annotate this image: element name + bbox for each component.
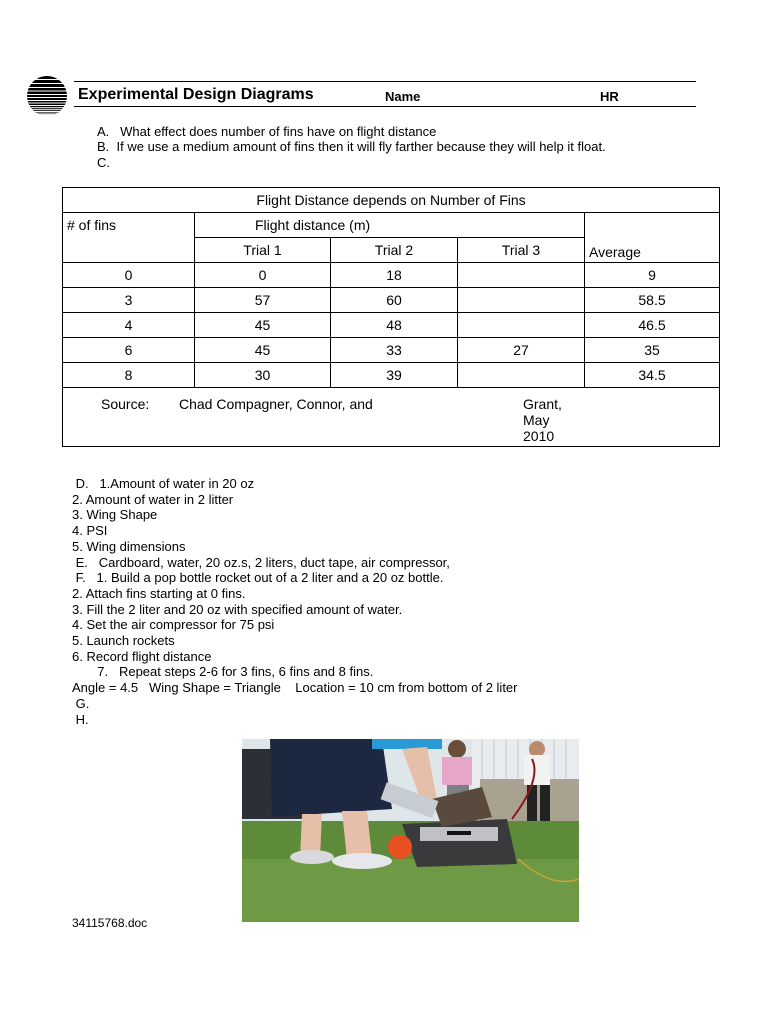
source-row xyxy=(63,388,720,447)
cell-trial-1: 45 xyxy=(195,338,331,363)
list-item: G. xyxy=(72,695,90,711)
source-grant: Grant, xyxy=(523,396,562,412)
procedure-list xyxy=(72,476,672,727)
list-item: D. 1.Amount of water in 20 oz xyxy=(72,476,255,491)
list-item: 3. Wing Shape xyxy=(72,507,158,523)
table-row xyxy=(63,338,720,363)
cell-trial-3 xyxy=(458,263,585,288)
list-item: 3. Fill the 2 liter and 20 oz with specified amount of water. xyxy=(72,601,403,617)
item-c: C. xyxy=(97,155,110,170)
cell-fins: 3 xyxy=(63,288,195,313)
cell-average: 9 xyxy=(585,263,720,288)
list-item: 2. Attach fins starting at 0 fins. xyxy=(72,585,246,601)
col-header-fins: # of fins xyxy=(63,213,195,263)
list-item: F. 1. Build a pop bottle rocket out of a 2 liter and a 20 oz bottle. xyxy=(72,570,444,586)
table-title: Flight Distance depends on Number of Fins xyxy=(63,188,720,213)
col-header-trial-3: Trial 3 xyxy=(458,238,585,263)
cell-trial-3 xyxy=(458,288,585,313)
question-a: A. What effect does number of fins have on flight distance xyxy=(97,124,437,139)
cell-trial-2: 18 xyxy=(331,263,458,288)
list-item: 5. Wing dimensions xyxy=(72,538,186,554)
list-item: 4. PSI xyxy=(72,523,108,539)
hypothesis-b: B. If we use a medium amount of fins then it will fly farther because they will help it float. xyxy=(97,139,606,154)
col-header-average: Average xyxy=(585,213,720,263)
source-names: Chad Compagner, Connor, and xyxy=(179,396,373,412)
cell-trial-1: 0 xyxy=(195,263,331,288)
cell-fins: 8 xyxy=(63,363,195,388)
cell-fins: 4 xyxy=(63,313,195,338)
name-label: Name xyxy=(385,89,421,104)
source-month: May xyxy=(523,412,550,428)
cell-trial-2: 60 xyxy=(331,288,458,313)
cell-fins: 0 xyxy=(63,263,195,288)
table-row xyxy=(63,363,720,388)
rocket-launch-photo xyxy=(242,739,579,922)
cell-average: 58.5 xyxy=(585,288,720,313)
cell-average: 35 xyxy=(585,338,720,363)
cell-fins: 6 xyxy=(63,338,195,363)
list-item: 5. Launch rockets xyxy=(72,633,175,649)
list-item: 2. Amount of water in 2 litter xyxy=(72,491,234,507)
cell-trial-2: 39 xyxy=(331,363,458,388)
source-label: Source: xyxy=(101,396,150,412)
cell-trial-2: 33 xyxy=(331,338,458,363)
hr-label: HR xyxy=(600,89,619,104)
table-row xyxy=(63,263,720,288)
list-item: E. Cardboard, water, 20 oz.s, 2 liters, duct tape, air compressor, xyxy=(72,554,450,570)
cell-trial-3 xyxy=(458,363,585,388)
header-bottom-rule xyxy=(74,106,696,107)
cell-trial-1: 30 xyxy=(195,363,331,388)
list-item: 6. Record flight distance xyxy=(72,648,212,664)
list-item: 4. Set the air compressor for 75 psi xyxy=(72,617,275,633)
source-year: 2010 xyxy=(523,428,555,444)
col-header-trial-2: Trial 2 xyxy=(331,238,458,263)
list-item: 7. Repeat steps 2-6 for 3 fins, 6 fins and 8 fins. xyxy=(72,664,374,680)
cell-trial-3: 27 xyxy=(458,338,585,363)
cell-average: 46.5 xyxy=(585,313,720,338)
list-item: H. xyxy=(72,711,89,727)
cell-trial-2: 48 xyxy=(331,313,458,338)
table-row xyxy=(63,313,720,338)
cell-trial-3 xyxy=(458,313,585,338)
col-header-distance: Flight distance (m) xyxy=(195,213,585,238)
document-filename: 34115768.doc xyxy=(72,916,148,930)
list-item: Angle = 4.5 Wing Shape = Triangle Location = 10 cm from bottom of 2 liter xyxy=(72,680,518,696)
header-top-rule xyxy=(74,81,696,82)
table-row xyxy=(63,288,720,313)
flight-distance-table xyxy=(62,187,720,447)
logo-icon xyxy=(26,75,68,117)
col-header-trial-1: Trial 1 xyxy=(195,238,331,263)
page-title: Experimental Design Diagrams xyxy=(78,86,314,103)
cell-average: 34.5 xyxy=(585,363,720,388)
cell-trial-1: 45 xyxy=(195,313,331,338)
cell-trial-1: 57 xyxy=(195,288,331,313)
